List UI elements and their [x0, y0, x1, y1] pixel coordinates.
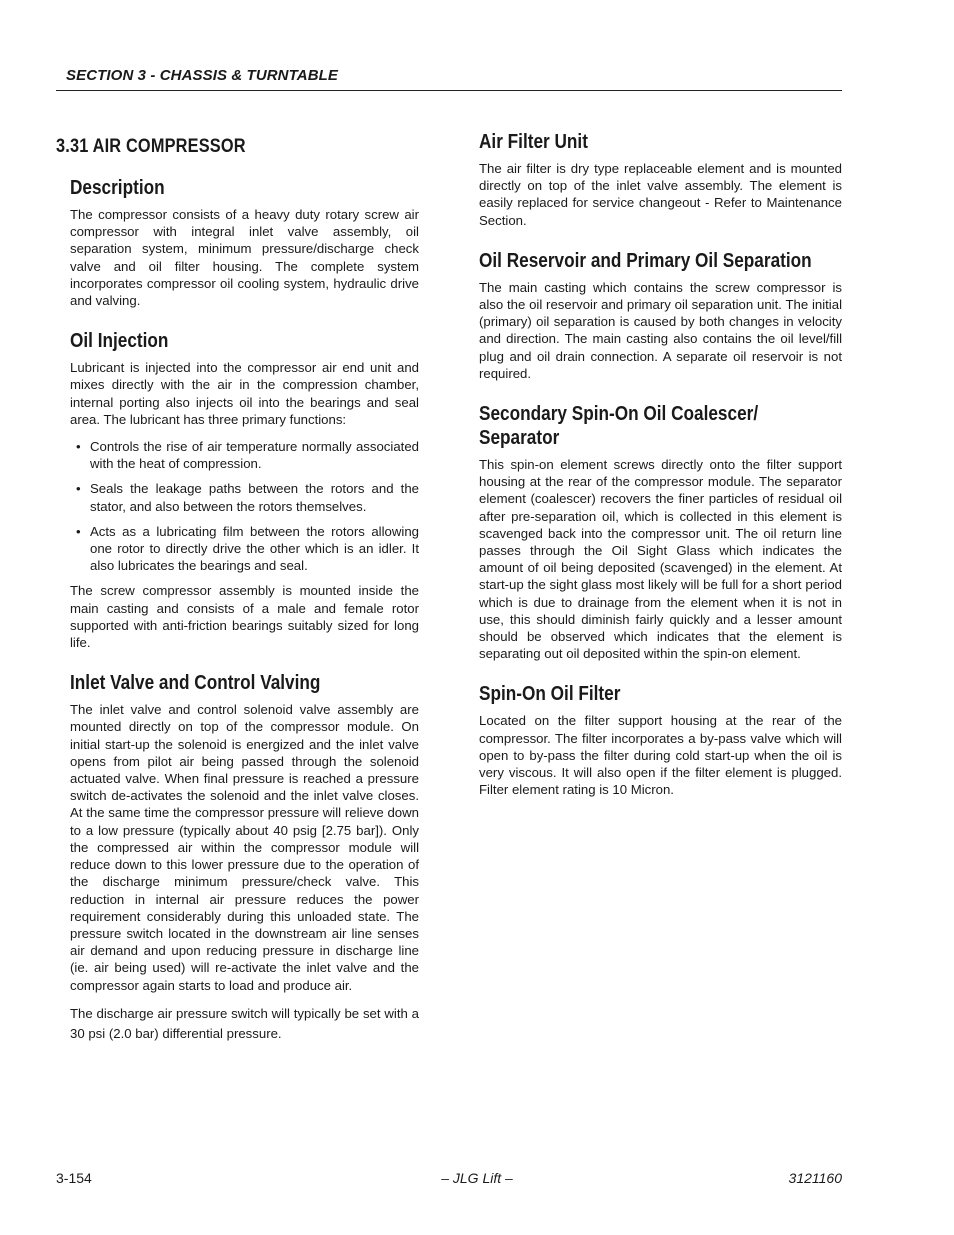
coalescer-heading: Secondary Spin-On Oil Coalescer/ Separator — [479, 403, 759, 450]
section-header-title: SECTION 3 - CHASSIS & TURNTABLE — [66, 67, 339, 84]
inlet-valve-heading: Inlet Valve and Control Valving — [70, 672, 321, 695]
oil-injection-text: Lubricant is injected into the compressor air end unit and mixes directly with the air in the compression chamber, internal porting also injects oil into the bearings and seal area. The lubricant has three primary functions: — [70, 360, 419, 427]
spin-on-filter-text: Located on the filter support housing at the rear of the compressor. The filter incorporates a by-pass valve which will open to by-pass the filter during cold start-up when the oil is very viscous. It will also open if the filter element is plugged. Filter element rating is 10 Micron. — [479, 713, 842, 798]
oil-injection-heading: Oil Injection — [70, 330, 169, 353]
spin-on-filter-heading: Spin-On Oil Filter — [479, 683, 621, 706]
section-main-title: 3.31 AIR COMPRESSOR — [56, 136, 246, 157]
list-item: • Acts as a lubricating film between the rotors allowing one rotor to directly drive the other which is an idler. It also lubricates the bearings and seal. — [76, 523, 419, 575]
description-block — [56, 176, 419, 1044]
coalescer-text: This spin-on element screws directly onto the filter support housing at the rear of the compressor module. The separator element (coalescer) recovers the finer particles of residual oil after pre-separation oil, which is collected in this element is scavenged back into the compressor unit. The oil return line passes through the Oil Sight Glass which indicates the amount of oil being deposited (scavenged) in the element. At start-up the sight glass most likely will be full for a short period which is due to drainage from the element when it is not in use, this should diminish fairly quickly and a lesser amount should be observed which indicates that the element is separating out oil deposited within the spin-on element. — [479, 457, 842, 662]
air-filter-text: The air filter is dry type replaceable element and is mounted directly on top of the inlet valve assembly. The element is easily replaced for service changeout - Refer to Maintenance Section. — [479, 161, 842, 228]
discharge-switch-text: The discharge air pressure switch will typically be set with a 30 psi (2.0 bar) differential pressure. — [70, 1005, 419, 1041]
document-number: 3121160 — [788, 1170, 842, 1186]
list-item: • Seals the leakage paths between the rotors and the stator, and also between the rotors themselves. — [76, 480, 419, 514]
oil-reservoir-text: The main casting which contains the screw compressor is also the oil reservoir and primary oil separation unit. The initial (primary) oil separation is caused by both changes in velocity and direction. The main casting also contains the oil level/fill plug and oil drain connection. A separate oil reservoir is not required. — [479, 279, 842, 381]
footer-publisher: – JLG Lift – — [441, 1170, 513, 1186]
screw-compressor-text: The screw compressor assembly is mounted inside the main casting and consists of a male and female rotor supported with anti-friction bearings suitably sized for long life. — [70, 583, 419, 651]
air-filter-heading: Air Filter Unit — [479, 131, 588, 153]
list-item: • Controls the rise of air temperature normally associated with the heat of compression. — [76, 438, 419, 472]
oil-injection-functions-list — [70, 438, 419, 574]
right-column — [479, 130, 842, 818]
description-text: The compressor consists of a heavy duty rotary screw air compressor with integral inlet valve assembly, oil separation system, minimum pressure/discharge check valve and oil filter housing. The complete system incorporates compressor oil cooling system, hydraulic drive and valving. — [70, 207, 419, 309]
left-column — [56, 130, 419, 1064]
oil-reservoir-heading: Oil Reservoir and Primary Oil Separation — [479, 249, 812, 272]
page-header — [56, 64, 842, 91]
page-number: 3-154 — [56, 1170, 92, 1186]
inlet-valve-text: The inlet valve and control solenoid valve assembly are mounted directly on top of the compressor module. On initial start-up the solenoid is energized and the inlet valve opens from pilot air being passed through the solenoid actuated valve. When final pressure is reached a pressure switch de-activates the solenoid and the inlet valve closes. At the same time the compressor pressure will relieve down to a low pressure (typically about 40 psig [2.75 bar]). Only the compressed air within the compressor module will reduce down to this lower pressure due to the operation of the discharge minimum pressure/check valve. This reduction in internal air pressure reduces the power requirement considerably during this unloaded state. The pressure switch located in the downstream air line senses air demand and upon reducing pressure in discharge line (ie. air being used) will re-activate the inlet valve and the compressor again starts to load and produce air. — [70, 702, 419, 993]
description-heading: Description — [70, 177, 165, 199]
